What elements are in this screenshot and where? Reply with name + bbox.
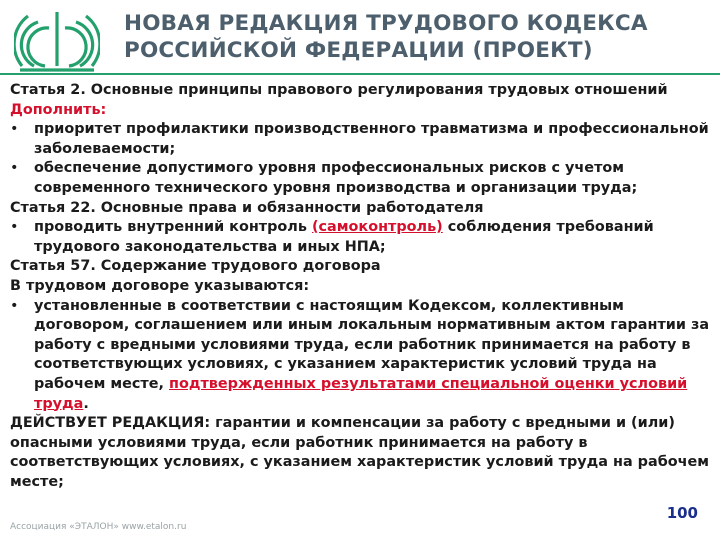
item-text: установленные в соответствии с настоящим Кодексом, коллективным договором, соглашением или иным локальным нормативным актом гарантии за работу с вредными условиями труда, если работник принимается на работу в соответствующих условиях, с указанием характеристик условий труда на рабочем месте, <box>34 297 710 392</box>
article-22-heading: Статья 22. Основные права и обязанности работодателя <box>10 199 484 216</box>
add-label: Дополнить: <box>10 101 107 118</box>
contract-intro: В трудовом договоре указываются: <box>10 277 310 294</box>
title-line-1: НОВАЯ РЕДАКЦИЯ ТРУДОВОГО КОДЕКСА <box>124 11 648 36</box>
globe-logo-icon <box>14 6 100 76</box>
article-57-list <box>10 297 710 415</box>
current-edition-text: : гарантии и компенсации за работу с вредными и (или) опасными условиями труда, если работник принимается на работу в соответствующих условиях, с указанием характеристик условий труда на рабочем месте; <box>10 415 710 490</box>
page-title <box>124 10 704 64</box>
page-number: 100 <box>666 504 698 522</box>
current-edition <box>10 414 710 492</box>
title-line-2: РОССИЙСКОЙ ФЕДЕРАЦИИ (ПРОЕКТ) <box>124 38 593 63</box>
list-item <box>10 218 710 257</box>
article-22-list <box>10 218 710 257</box>
list-item: • обеспечение допустимого уровня профессиональных рисков с учетом современного технического уровня производства и организации труда; <box>10 159 710 198</box>
highlight-text: (самоконтроль) <box>311 219 443 236</box>
article-2-list <box>10 120 710 198</box>
article-2-heading: Статья 2. Основные принципы правового регулирования трудовых отношений <box>10 82 668 98</box>
item-text: соблюдения требований трудового законодательства и иных НПА; <box>34 219 654 255</box>
list-item: • приоритет профилактики производственного травматизма и профессиональной заболеваемости; <box>10 120 710 159</box>
item-end: . <box>83 395 89 412</box>
header-divider <box>0 73 720 75</box>
current-edition-label: ДЕЙСТВУЕТ РЕДАКЦИЯ <box>10 415 205 432</box>
footer-organization: Ассоциация «ЭТАЛОН» www.etalon.ru <box>10 522 187 532</box>
list-item <box>10 297 710 415</box>
item-text: проводить внутренний контроль <box>34 219 312 236</box>
article-57-heading: Статья 57. Содержание трудового договора <box>10 258 381 275</box>
slide-body <box>10 81 710 492</box>
highlight-text: подтвержденных результатами специальной оценки условий труда <box>34 375 688 412</box>
